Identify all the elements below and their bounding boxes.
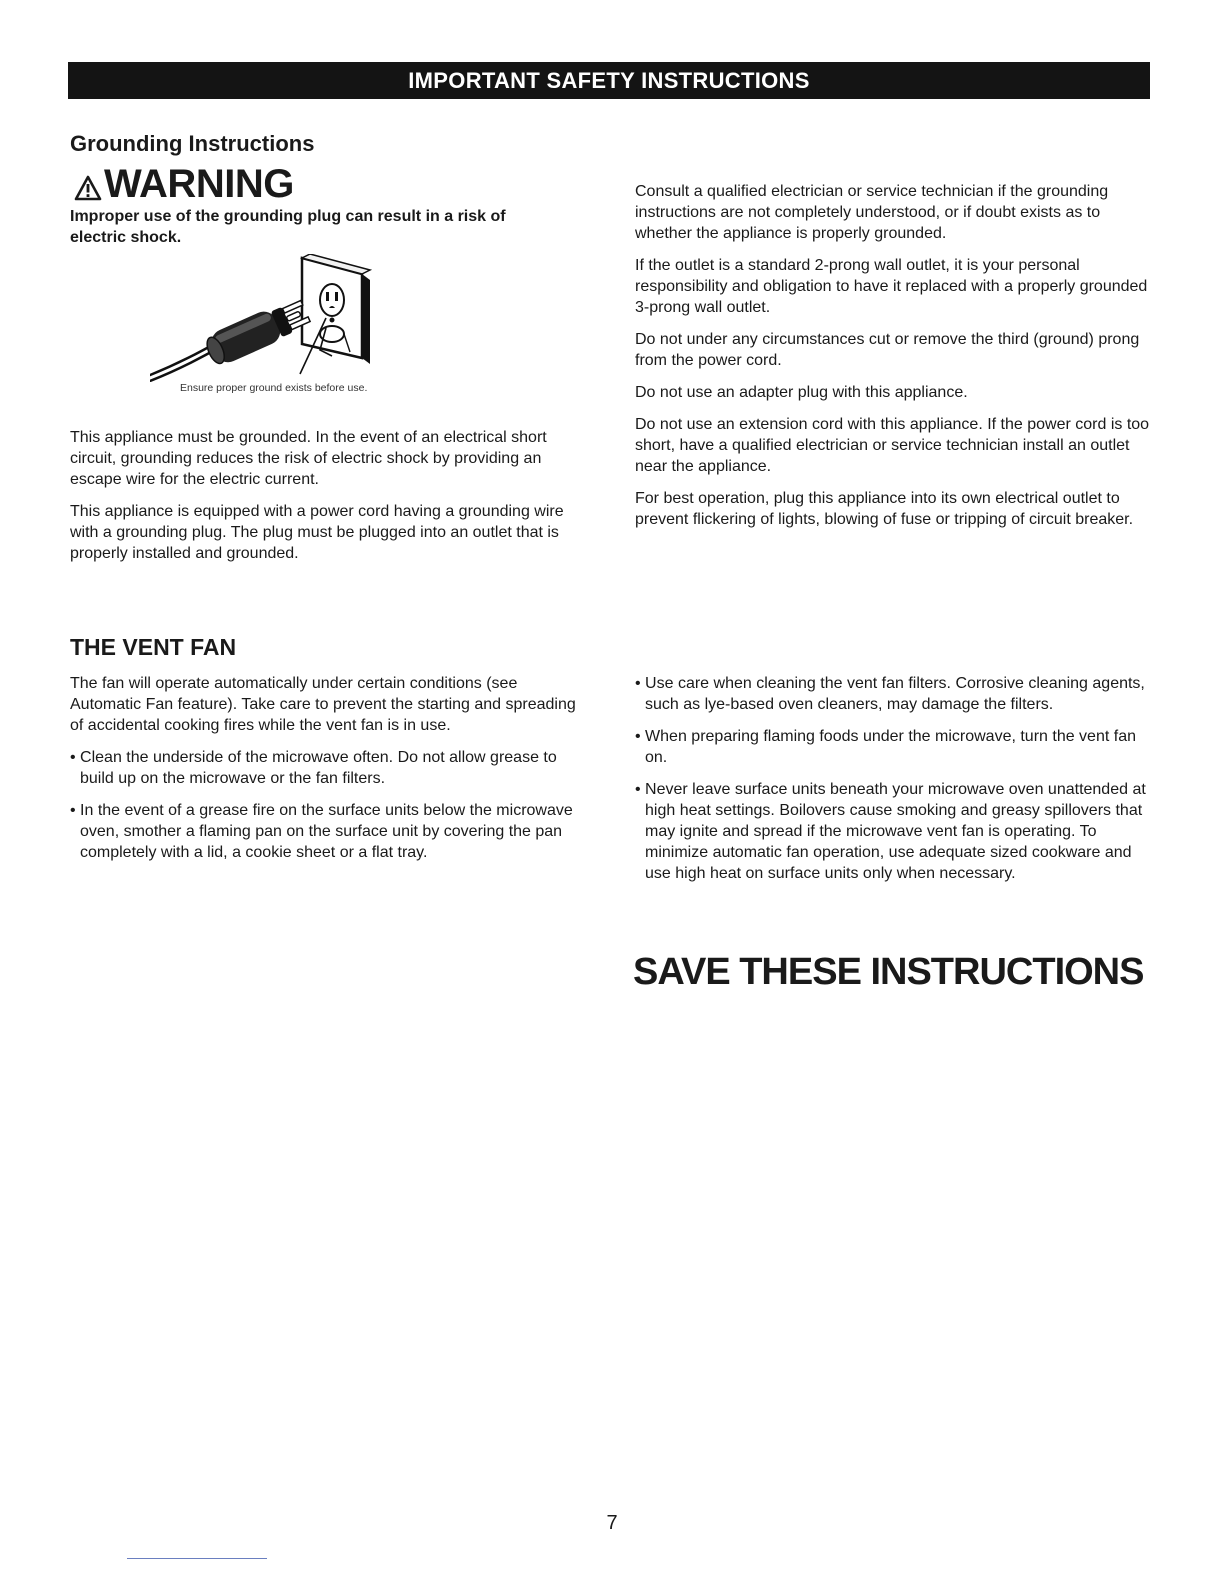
- bullet-text: In the event of a grease fire on the surface units below the microwave oven, smother a flaming pan on the surface unit by covering the pan completely with a lid, a cookie sheet or a flat tray.: [80, 802, 573, 861]
- grounding-heading: Grounding Instructions: [70, 131, 315, 156]
- page-number: 7: [606, 1512, 618, 1534]
- vent-fan-right-column: [635, 673, 1155, 895]
- save-instructions-title: SAVE THESE INSTRUCTIONS: [633, 951, 1144, 993]
- warning-title-text: WARNING: [104, 162, 294, 206]
- grounding-right-column: [635, 181, 1155, 541]
- vent-fan-left-column: [70, 673, 580, 874]
- paragraph: Do not under any circumstances cut or remove the third (ground) prong from the power cord.: [635, 331, 1140, 369]
- bullet-text: Clean the underside of the microwave often. Do not allow grease to build up on the microwave or the fan filters.: [80, 749, 557, 787]
- bullet-item: • When preparing flaming foods under the microwave, turn the vent fan on.: [635, 728, 1136, 766]
- paragraph: If the outlet is a standard 2-prong wall outlet, it is your personal responsibility and obligation to have it replaced with a properly grounded 3-prong wall outlet.: [635, 257, 1148, 316]
- warning-text: Improper use of the grounding plug can result in a risk of electric shock.: [70, 208, 506, 246]
- paragraph: Do not use an adapter plug with this appliance.: [635, 384, 968, 401]
- bullet-item: • Never leave surface units beneath your microwave oven unattended at high heat settings. Boilovers cause smoking and greasy spillovers that may ignite and spread if the microwave vent fan is operating. To minimize automatic fan operation, use adequate sized cookware and use high heat on surface units only when necessary.: [635, 781, 1146, 882]
- paragraph: Do not use an extension cord with this appliance. If the power cord is too short, have a qualified electrician or service technician install an outlet near the appliance.: [635, 416, 1150, 475]
- bullet-text: Never leave surface units beneath your microwave oven unattended at high heat settings. Boilovers cause smoking and greasy spillovers that may ignite and spread if the microwave vent fan is operating. To minimize automatic fan operation, use adequate sized cookware and use high heat on surface units only when necessary.: [645, 781, 1146, 882]
- bullet-item: • Use care when cleaning the vent fan filters. Corrosive cleaning agents, such as lye-based oven cleaners, may damage the filters.: [635, 675, 1145, 713]
- grounding-plug-illustration: [150, 254, 450, 400]
- section-banner: IMPORTANT SAFETY INSTRUCTIONS: [68, 62, 1150, 99]
- paragraph: For best operation, plug this appliance into its own electrical outlet to prevent flickering of lights, blowing of fuse or tripping of circuit breaker.: [635, 490, 1134, 528]
- vent-fan-intro: The fan will operate automatically under certain conditions (see Automatic Fan feature). Take care to prevent the starting and spreading of accidental cooking fires while the vent fan is in use.: [70, 675, 576, 734]
- paragraph: Consult a qualified electrician or service technician if the grounding instructions are not completely understood, or if doubt exists as to whether the appliance is properly grounded.: [635, 183, 1109, 242]
- bullet-text: When preparing flaming foods under the microwave, turn the vent fan on.: [645, 728, 1136, 766]
- bullet-item: • In the event of a grease fire on the surface units below the microwave oven, smother a flaming pan on the surface unit by covering the pan completely with a lid, a cookie sheet or a flat tray.: [70, 802, 573, 861]
- bullet-item: • Clean the underside of the microwave often. Do not allow grease to build up on the microwave or the fan filters.: [70, 749, 557, 787]
- paragraph: This appliance must be grounded. In the event of an electrical short circuit, grounding reduces the risk of electric shock by providing an escape wire for the electric current.: [70, 429, 547, 488]
- paragraph: This appliance is equipped with a power cord having a grounding wire with a grounding plug. The plug must be plugged into an outlet that is properly installed and grounded.: [70, 503, 564, 562]
- vent-fan-heading: THE VENT FAN: [70, 634, 237, 660]
- illustration-caption: Ensure proper ground exists before use.: [180, 382, 368, 394]
- warning-triangle-icon: [74, 175, 102, 201]
- warning-title: [74, 162, 294, 206]
- footer-rule: [127, 1558, 267, 1559]
- grounding-left-column: [70, 427, 580, 575]
- bullet-text: Use care when cleaning the vent fan filters. Corrosive cleaning agents, such as lye-based oven cleaners, may damage the filters.: [645, 675, 1145, 713]
